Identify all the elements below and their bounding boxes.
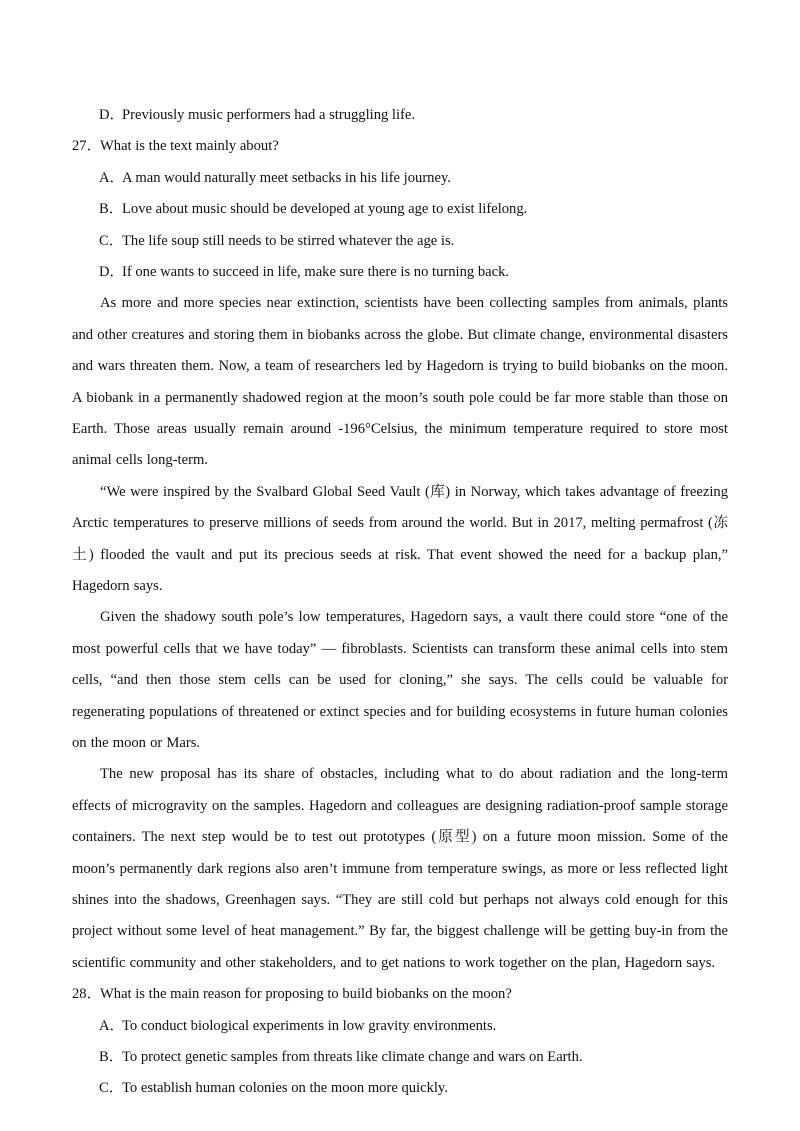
- option-letter: B．: [99, 201, 124, 218]
- passage-paragraph-2: “We were inspired by the Svalbard Global Seed Vault (库) in Norway, which takes advantage of freezing Arctic temperatures to preserve millions of seeds from around the world. But in 2017, melting permafrost (冻土) flooded the vault and put its precious seeds at risk. That event showed the need for a backup plan,” Hagedorn says.: [72, 483, 728, 594]
- q26-option-d: [72, 100, 728, 131]
- q27-option-d: [72, 257, 728, 288]
- passage-paragraph-1: As more and more species near extinction, scientists have been collecting samples from animals, plants and other creatures and storing them in biobanks across the globe. But climate change, environmental disasters and wars threaten them. Now, a team of researchers led by Hagedorn is trying to build biobanks on the moon. A biobank in a permanently shadowed region at the moon’s south pole could be far more stable than those on Earth. Those areas usually remain around -196°Celsius, the minimum temperature required to store most animal cells long-term.: [72, 295, 728, 469]
- option-letter: D．: [99, 107, 125, 123]
- question-text: What is the text mainly about?: [100, 138, 279, 155]
- option-text: A man would naturally meet setbacks in his life journey.: [122, 169, 451, 186]
- passage-paragraph-3: Given the shadowy south pole’s low temperatures, Hagedorn says, a vault there could store “one of the most powerful cells that we have today” — fibroblasts. Scientists can transform these animal cells into stem cells, “and then those stem cells can be used for cloning,” she says. The cells could be valuable for regenerating populations of threatened or extinct species and for building ecosystems in future human colonies on the moon or Mars.: [72, 609, 728, 752]
- exam-page: [72, 100, 728, 1105]
- option-letter: D．: [99, 263, 125, 280]
- q28-option-b: [72, 1042, 728, 1073]
- passage-paragraph-4: The new proposal has its share of obstacles, including what to do about radiation and the long-term effects of microgravity on the samples. Hagedorn and colleagues are designing radiation-proof sample storage containers. The next step would be to test out prototypes (原型) on a future moon mission. Some of the moon’s permanently dark regions also aren’t immune from temperature swings, as more or less reflected light shines into the shadows, Greenhagen says. “They are still cold but perhaps not always cold enough for this project without some level of heat management.” By far, the biggest challenge will be getting buy-in from the scientific community and other stakeholders, and to get nations to work together on the plan, Hagedorn says.: [72, 766, 728, 971]
- question-number: 27．: [72, 138, 102, 155]
- option-letter: C．: [99, 232, 124, 249]
- option-letter: B．: [99, 1049, 124, 1066]
- q28-option-c: [72, 1073, 728, 1104]
- option-text: Previously music performers had a struggling life.: [122, 107, 416, 123]
- q27-stem: [72, 131, 728, 162]
- option-letter: A．: [99, 169, 125, 186]
- option-letter: C．: [99, 1080, 124, 1097]
- q28-stem: [72, 979, 728, 1010]
- option-text: To conduct biological experiments in low gravity environments.: [122, 1017, 497, 1034]
- question-number: 28．: [72, 986, 102, 1003]
- q27-option-a: [72, 163, 728, 194]
- question-text: What is the main reason for proposing to build biobanks on the moon?: [100, 986, 512, 1003]
- q27-option-c: [72, 226, 728, 257]
- option-text: The life soup still needs to be stirred whatever the age is.: [122, 232, 455, 249]
- option-letter: A．: [99, 1017, 125, 1034]
- option-text: If one wants to succeed in life, make sure there is no turning back.: [122, 263, 510, 280]
- option-text: To establish human colonies on the moon more quickly.: [122, 1080, 448, 1097]
- q27-option-b: [72, 194, 728, 225]
- option-text: To protect genetic samples from threats like climate change and wars on Earth.: [122, 1049, 583, 1066]
- q28-option-a: [72, 1011, 728, 1042]
- option-text: Love about music should be developed at young age to exist lifelong.: [122, 201, 528, 218]
